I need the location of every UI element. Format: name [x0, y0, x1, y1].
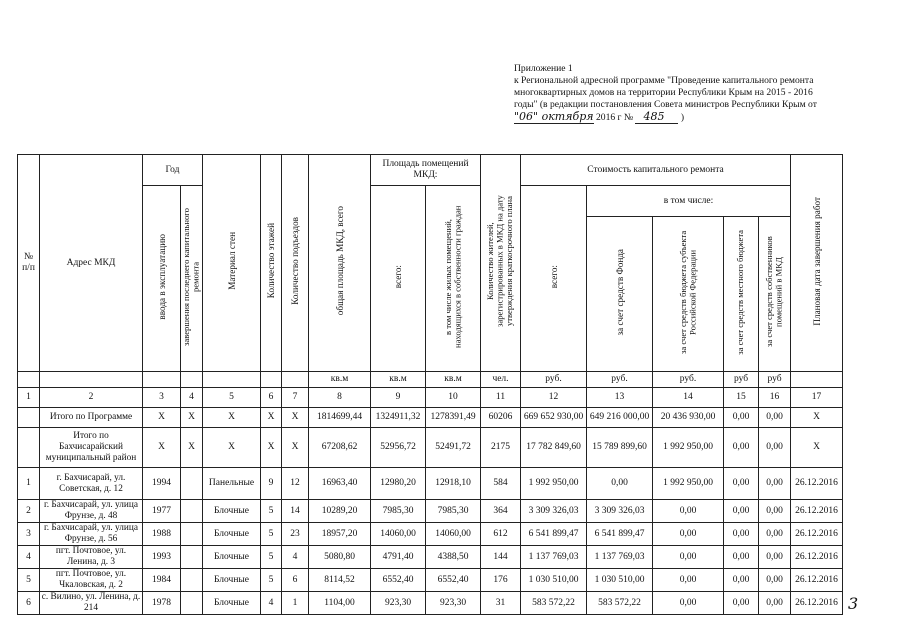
- cell-cost-rf: 0,00: [653, 546, 724, 569]
- cell-cost-fund: 0,00: [587, 468, 653, 500]
- cell-total-area: 18957,20: [309, 523, 371, 546]
- cell-address: г. Бахчисарай, ул. улица Фрунзе, д. 56: [40, 523, 143, 546]
- col-number: 12: [521, 388, 587, 408]
- cell-entrances: 1: [282, 592, 309, 615]
- cell-total-area: 5080,80: [309, 546, 371, 569]
- unit-cell: руб: [759, 372, 791, 388]
- cell-residents: 31: [481, 592, 521, 615]
- header-year-last-repair: завершения последнего капитального ремонта: [181, 186, 203, 372]
- cell-material: Блочные: [203, 500, 261, 523]
- cell-cost-local: 0,00: [724, 500, 759, 523]
- cell-cost-fund: 649 216 000,00: [587, 408, 653, 428]
- cell-cost-rf: 0,00: [653, 523, 724, 546]
- cell-date: 26.12.2016: [791, 523, 843, 546]
- header-cost-owners: за счет средств собственников помещений в МКД: [759, 217, 791, 372]
- cell-entrances: 6: [282, 569, 309, 592]
- col-number: 6: [261, 388, 282, 408]
- col-number: 15: [724, 388, 759, 408]
- cell-residents: 612: [481, 523, 521, 546]
- table-row: [18, 468, 843, 500]
- cell-date: 26.12.2016: [791, 500, 843, 523]
- cell-year-repair: [181, 500, 203, 523]
- cell-area-private: 14060,00: [426, 523, 481, 546]
- table-row: [18, 546, 843, 569]
- appendix-title: Приложение 1: [514, 63, 573, 74]
- cell-area-total: 14060,00: [371, 523, 426, 546]
- cell-cost-local: 0,00: [724, 428, 759, 468]
- cell-material: Панельные: [203, 468, 261, 500]
- cell-year-repair: [181, 546, 203, 569]
- table-row: [18, 592, 843, 615]
- cell-cost-fund: 1 137 769,03: [587, 546, 653, 569]
- cell-total-area: 8114,52: [309, 569, 371, 592]
- appendix-text-line: к Региональной адресной программе "Проведение капитального ремонта: [514, 75, 814, 86]
- cell-residents: 176: [481, 569, 521, 592]
- cell-year-built: 1984: [143, 569, 181, 592]
- cell-cost-rf: 0,00: [653, 592, 724, 615]
- cell-address: г. Бахчисарай, ул. улица Фрунзе, д. 48: [40, 500, 143, 523]
- cell-address: г. Бахчисарай, ул. Советская, д. 12: [40, 468, 143, 500]
- table-row: [18, 569, 843, 592]
- cell-cost-total: 17 782 849,60: [521, 428, 587, 468]
- cell-cost-local: 0,00: [724, 546, 759, 569]
- cell-cost-local: 0,00: [724, 523, 759, 546]
- header-area-total: всего:: [371, 186, 426, 372]
- cell-area-total: 4791,40: [371, 546, 426, 569]
- table-row: [18, 428, 843, 468]
- cell-year-built: 1977: [143, 500, 181, 523]
- cell-cost-owners: 0,00: [759, 546, 791, 569]
- cell-year-built: 1988: [143, 523, 181, 546]
- cell-cost-fund: 3 309 326,03: [587, 500, 653, 523]
- appendix-date-line: [514, 111, 854, 124]
- unit-cell: кв.м: [371, 372, 426, 388]
- cell-cost-rf: 1 992 950,00: [653, 428, 724, 468]
- cell-cost-local: 0,00: [724, 569, 759, 592]
- cell-cost-total: 6 541 899,47: [521, 523, 587, 546]
- cell-cost-fund: 1 030 510,00: [587, 569, 653, 592]
- cell-cost-total: 583 572,22: [521, 592, 587, 615]
- cell-date: 26.12.2016: [791, 592, 843, 615]
- cell-num: 5: [18, 569, 40, 592]
- unit-cell: руб: [724, 372, 759, 388]
- col-number: 14: [653, 388, 724, 408]
- header-floors: Количество этажей: [261, 155, 282, 372]
- cell-floors: 4: [261, 592, 282, 615]
- header-area-private: в том числе жилых помещений, находящихся в собственности граждан: [426, 186, 481, 372]
- cell-total-area: 67208,62: [309, 428, 371, 468]
- cell-total-area: 10289,20: [309, 500, 371, 523]
- header-cost-incl: в том числе:: [587, 186, 791, 217]
- cell-address: пгт. Почтовое, ул. Ленина, д. 3: [40, 546, 143, 569]
- cell-cost-owners: 0,00: [759, 408, 791, 428]
- cell-year-built: 1994: [143, 468, 181, 500]
- cell-residents: 584: [481, 468, 521, 500]
- cell-material: X: [203, 428, 261, 468]
- col-number: 16: [759, 388, 791, 408]
- header-year: Год: [143, 155, 203, 186]
- cell-num: [18, 408, 40, 428]
- cell-material: Блочные: [203, 569, 261, 592]
- header-address: Адрес МКД: [40, 155, 143, 372]
- cell-entrances: X: [282, 428, 309, 468]
- cell-area-total: 6552,40: [371, 569, 426, 592]
- header-total-area: общая площадь МКД, всего: [309, 155, 371, 372]
- handwritten-date: "06" октября: [514, 110, 594, 123]
- cell-cost-total: 1 992 950,00: [521, 468, 587, 500]
- col-number: 9: [371, 388, 426, 408]
- cell-area-total: 12980,20: [371, 468, 426, 500]
- cell-cost-owners: 0,00: [759, 428, 791, 468]
- cell-cost-rf: 0,00: [653, 500, 724, 523]
- col-number: 11: [481, 388, 521, 408]
- cell-material: Блочные: [203, 523, 261, 546]
- header-cost-total: всего:: [521, 186, 587, 372]
- cell-total-area: 16963,40: [309, 468, 371, 500]
- cell-cost-owners: 0,00: [759, 523, 791, 546]
- cell-year-built: X: [143, 408, 181, 428]
- cell-floors: 5: [261, 569, 282, 592]
- unit-cell: руб.: [587, 372, 653, 388]
- cell-material: Блочные: [203, 546, 261, 569]
- col-number: 1: [18, 388, 40, 408]
- cell-year-built: 1993: [143, 546, 181, 569]
- page-number-handwritten: 3: [848, 594, 859, 613]
- repair-program-table: [17, 154, 843, 615]
- cell-date: 26.12.2016: [791, 468, 843, 500]
- col-number: 2: [40, 388, 143, 408]
- cell-area-private: 6552,40: [426, 569, 481, 592]
- cell-cost-fund: 15 789 899,60: [587, 428, 653, 468]
- col-number: 4: [181, 388, 203, 408]
- unit-cell: кв.м: [309, 372, 371, 388]
- unit-cell: чел.: [481, 372, 521, 388]
- cell-year-repair: X: [181, 408, 203, 428]
- cell-year-repair: [181, 523, 203, 546]
- cell-cost-rf: 0,00: [653, 569, 724, 592]
- cell-floors: 5: [261, 546, 282, 569]
- cell-num: 4: [18, 546, 40, 569]
- header-cost-rf-budget: за счет средств бюджета субъекта Российской Федерации: [653, 217, 724, 372]
- cell-cost-owners: 0,00: [759, 592, 791, 615]
- cell-area-private: 4388,50: [426, 546, 481, 569]
- unit-cell: руб.: [521, 372, 587, 388]
- cell-floors: X: [261, 428, 282, 468]
- cell-address: пгт. Почтовое, ул. Чкаловская, д. 2: [40, 569, 143, 592]
- appendix-text-line: годы" (в редакции постановления Совета министров Республики Крым от: [514, 99, 817, 110]
- cell-cost-total: 1 030 510,00: [521, 569, 587, 592]
- column-numbers-row: [18, 388, 843, 408]
- handwritten-number: 485: [635, 111, 678, 124]
- cell-material: X: [203, 408, 261, 428]
- header-year-commission: ввода в эксплуатацию: [143, 186, 181, 372]
- appendix-year-text: 2016 г №: [595, 112, 634, 123]
- cell-year-repair: [181, 468, 203, 500]
- header-planned-date: Плановая дата завершения работ: [791, 155, 843, 372]
- col-number: 17: [791, 388, 843, 408]
- cell-year-built: 1978: [143, 592, 181, 615]
- cell-area-private: 52491,72: [426, 428, 481, 468]
- col-number: 8: [309, 388, 371, 408]
- appendix-close-paren: ): [680, 112, 685, 123]
- cell-address: Итого по Бахчисарайский муниципальный район: [40, 428, 143, 468]
- table-row: [18, 523, 843, 546]
- cell-floors: 5: [261, 500, 282, 523]
- col-number: 3: [143, 388, 181, 408]
- table-row: [18, 500, 843, 523]
- col-number: 10: [426, 388, 481, 408]
- cell-num: 6: [18, 592, 40, 615]
- cell-date: X: [791, 428, 843, 468]
- header-cost-local: за счет средств местного бюджета: [724, 217, 759, 372]
- appendix-note: [514, 63, 854, 124]
- cell-year-repair: [181, 569, 203, 592]
- cell-cost-total: 1 137 769,03: [521, 546, 587, 569]
- cell-cost-owners: 0,00: [759, 468, 791, 500]
- header-area-group: Площадь помещений МКД:: [371, 155, 481, 186]
- cell-year-repair: [181, 592, 203, 615]
- header-wall-material: Материал стен: [203, 155, 261, 372]
- appendix-text-line: многоквартирных домов на территории Республики Крым на 2015 - 2016: [514, 87, 813, 98]
- cell-cost-total: 669 652 930,00: [521, 408, 587, 428]
- cell-area-private: 12918,10: [426, 468, 481, 500]
- cell-cost-local: 0,00: [724, 468, 759, 500]
- cell-material: Блочные: [203, 592, 261, 615]
- col-number: 7: [282, 388, 309, 408]
- units-row: [18, 372, 843, 388]
- cell-entrances: X: [282, 408, 309, 428]
- cell-cost-local: 0,00: [724, 408, 759, 428]
- cell-area-total: 52956,72: [371, 428, 426, 468]
- cell-num: 3: [18, 523, 40, 546]
- cell-year-built: X: [143, 428, 181, 468]
- cell-floors: 9: [261, 468, 282, 500]
- cell-num: 2: [18, 500, 40, 523]
- cell-floors: X: [261, 408, 282, 428]
- cell-cost-rf: 1 992 950,00: [653, 468, 724, 500]
- unit-cell: кв.м: [426, 372, 481, 388]
- header-cost-fund: за счет средств Фонда: [587, 217, 653, 372]
- unit-cell: руб.: [653, 372, 724, 388]
- col-number: 5: [203, 388, 261, 408]
- cell-address: с. Вилино, ул. Ленина, д. 214: [40, 592, 143, 615]
- cell-residents: 2175: [481, 428, 521, 468]
- cell-floors: 5: [261, 523, 282, 546]
- cell-entrances: 23: [282, 523, 309, 546]
- cell-residents: 364: [481, 500, 521, 523]
- cell-total-area: 1814699,44: [309, 408, 371, 428]
- cell-area-total: 1324911,32: [371, 408, 426, 428]
- cell-entrances: 12: [282, 468, 309, 500]
- cell-cost-fund: 6 541 899,47: [587, 523, 653, 546]
- cell-address: Итого по Программе: [40, 408, 143, 428]
- cell-residents: 60206: [481, 408, 521, 428]
- table-row: [18, 408, 843, 428]
- header-cost-group: Стоимость капитального ремонта: [521, 155, 791, 186]
- cell-residents: 144: [481, 546, 521, 569]
- cell-area-private: 1278391,49: [426, 408, 481, 428]
- cell-area-private: 7985,30: [426, 500, 481, 523]
- cell-cost-rf: 20 436 930,00: [653, 408, 724, 428]
- cell-cost-owners: 0,00: [759, 569, 791, 592]
- cell-total-area: 1104,00: [309, 592, 371, 615]
- cell-date: X: [791, 408, 843, 428]
- cell-entrances: 14: [282, 500, 309, 523]
- cell-cost-total: 3 309 326,03: [521, 500, 587, 523]
- cell-area-total: 923,30: [371, 592, 426, 615]
- cell-num: 1: [18, 468, 40, 500]
- cell-year-repair: X: [181, 428, 203, 468]
- cell-cost-fund: 583 572,22: [587, 592, 653, 615]
- header-num: № п/п: [18, 155, 40, 372]
- cell-area-private: 923,30: [426, 592, 481, 615]
- col-number: 13: [587, 388, 653, 408]
- header-entrances: Количество подъездов: [282, 155, 309, 372]
- header-residents: Количество жителей, зарегистрированных в МКД на дату утверждения краткосрочного плана: [481, 155, 521, 372]
- cell-entrances: 4: [282, 546, 309, 569]
- cell-cost-local: 0,00: [724, 592, 759, 615]
- cell-area-total: 7985,30: [371, 500, 426, 523]
- cell-date: 26.12.2016: [791, 546, 843, 569]
- cell-num: [18, 428, 40, 468]
- cell-cost-owners: 0,00: [759, 500, 791, 523]
- cell-date: 26.12.2016: [791, 569, 843, 592]
